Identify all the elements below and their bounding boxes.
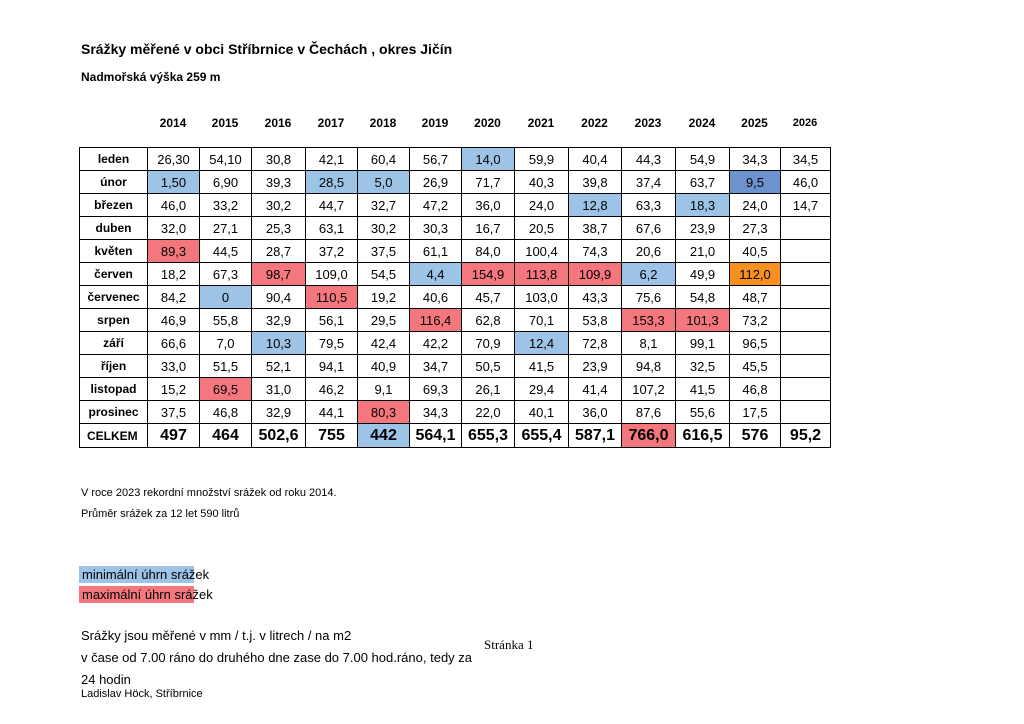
table-row [80,355,831,378]
value-cell: 112,0 [730,263,781,286]
value-cell [781,401,831,424]
total-cell: 766,0 [622,424,676,448]
value-cell: 37,2 [306,240,358,263]
value-cell: 43,3 [569,286,622,309]
year-header-2016: 2016 [264,116,292,130]
value-cell: 66,6 [148,332,200,355]
value-cell: 40,9 [358,355,410,378]
value-cell: 32,9 [252,401,306,424]
value-cell: 23,9 [569,355,622,378]
month-label: listopad [80,378,148,401]
value-cell: 0 [200,286,252,309]
value-cell: 39,8 [569,171,622,194]
value-cell: 52,1 [252,355,306,378]
value-cell: 73,2 [730,309,781,332]
table-row [80,332,831,355]
value-cell: 4,4 [410,263,462,286]
value-cell: 99,1 [676,332,730,355]
value-cell: 75,6 [622,286,676,309]
year-header-2022: 2022 [581,116,608,130]
year-header-2024: 2024 [688,116,716,130]
value-cell: 41,4 [569,378,622,401]
value-cell: 54,8 [676,286,730,309]
table-row [80,378,831,401]
value-cell: 40,5 [730,240,781,263]
value-cell [781,355,831,378]
value-cell: 30,3 [410,217,462,240]
value-cell: 80,3 [358,401,410,424]
value-cell: 40,6 [410,286,462,309]
average-note: Průměr srážek za 12 let 590 litrů [81,508,240,520]
value-cell: 56,1 [306,309,358,332]
table-row [80,171,831,194]
value-cell: 63,3 [622,194,676,217]
value-cell: 44,5 [200,240,252,263]
value-cell [781,217,831,240]
table-row [80,217,831,240]
total-row [80,424,831,448]
value-cell: 116,4 [410,309,462,332]
value-cell: 90,4 [252,286,306,309]
value-cell: 109,9 [569,263,622,286]
value-cell: 26,1 [462,378,515,401]
year-header-2017: 2017 [317,116,345,130]
table-row [80,286,831,309]
value-cell: 109,0 [306,263,358,286]
total-cell: 755 [306,424,358,448]
value-cell: 45,7 [462,286,515,309]
month-label: září [80,332,148,355]
value-cell: 54,5 [358,263,410,286]
value-cell: 32,0 [148,217,200,240]
total-cell: 655,3 [462,424,515,448]
value-cell: 32,5 [676,355,730,378]
value-cell: 15,2 [148,378,200,401]
value-cell: 63,7 [676,171,730,194]
value-cell: 110,5 [306,286,358,309]
month-label: říjen [80,355,148,378]
year-header-2019: 2019 [421,116,449,130]
value-cell: 46,8 [200,401,252,424]
total-cell: 616,5 [676,424,730,448]
value-cell: 54,10 [200,148,252,171]
total-cell: 497 [148,424,200,448]
value-cell: 34,3 [410,401,462,424]
value-cell: 33,0 [148,355,200,378]
value-cell: 6,90 [200,171,252,194]
legend-maximum-label: maximální úhrn srážek [82,587,213,602]
page-number: Stránka 1 [484,637,534,652]
value-cell: 22,0 [462,401,515,424]
value-cell: 10,3 [252,332,306,355]
month-label: březen [80,194,148,217]
value-cell: 30,2 [252,194,306,217]
value-cell: 84,0 [462,240,515,263]
value-cell: 27,3 [730,217,781,240]
value-cell [781,332,831,355]
record-note: V roce 2023 rekordní množství srážek od roku 2014. [81,487,337,499]
value-cell: 67,6 [622,217,676,240]
value-cell: 48,7 [730,286,781,309]
year-header-2021: 2021 [527,116,555,130]
value-cell: 14,7 [781,194,831,217]
value-cell: 46,0 [781,171,831,194]
value-cell: 67,3 [200,263,252,286]
table-row [80,309,831,332]
value-cell: 23,9 [676,217,730,240]
value-cell: 12,8 [569,194,622,217]
table-row [80,240,831,263]
table-row [80,263,831,286]
value-cell: 36,0 [569,401,622,424]
value-cell: 20,5 [515,217,569,240]
value-cell: 40,1 [515,401,569,424]
footer-time-note: v čase od 7.00 ráno do druhého dne zase do 7.00 hod.ráno, tedy za [81,650,473,665]
legend-minimum-label: minimální úhrn srážek [82,567,210,582]
value-cell: 98,7 [252,263,306,286]
value-cell: 26,9 [410,171,462,194]
value-cell: 84,2 [148,286,200,309]
value-cell: 55,8 [200,309,252,332]
value-cell: 96,5 [730,332,781,355]
value-cell: 79,5 [306,332,358,355]
value-cell [781,309,831,332]
value-cell: 32,7 [358,194,410,217]
year-header-2023: 2023 [634,116,662,130]
value-cell: 29,4 [515,378,569,401]
value-cell: 37,5 [358,240,410,263]
value-cell: 34,7 [410,355,462,378]
value-cell: 50,5 [462,355,515,378]
value-cell: 87,6 [622,401,676,424]
value-cell: 41,5 [676,378,730,401]
value-cell: 101,3 [676,309,730,332]
total-cell: 95,2 [781,424,831,448]
value-cell: 6,2 [622,263,676,286]
value-cell: 103,0 [515,286,569,309]
value-cell: 61,1 [410,240,462,263]
month-label: květen [80,240,148,263]
table-row [80,194,831,217]
value-cell: 107,2 [622,378,676,401]
value-cell: 9,5 [730,171,781,194]
value-cell: 100,4 [515,240,569,263]
value-cell: 56,7 [410,148,462,171]
value-cell: 32,9 [252,309,306,332]
value-cell: 49,9 [676,263,730,286]
value-cell: 14,0 [462,148,515,171]
year-header-2015: 2015 [211,116,239,130]
month-label: srpen [80,309,148,332]
value-cell: 21,0 [676,240,730,263]
value-cell: 63,1 [306,217,358,240]
month-label: prosinec [80,401,148,424]
value-cell: 46,8 [730,378,781,401]
value-cell: 41,5 [515,355,569,378]
value-cell: 54,9 [676,148,730,171]
table-row [80,148,831,171]
value-cell: 16,7 [462,217,515,240]
value-cell: 37,4 [622,171,676,194]
value-cell: 40,4 [569,148,622,171]
year-header-2014: 2014 [159,116,187,130]
value-cell: 39,3 [252,171,306,194]
total-cell: 502,6 [252,424,306,448]
value-cell: 31,0 [252,378,306,401]
value-cell: 62,8 [462,309,515,332]
value-cell: 42,1 [306,148,358,171]
footer-units-note: Srážky jsou měřené v mm / t.j. v litrech / na m2 [81,628,352,643]
month-label: duben [80,217,148,240]
total-label: CELKEM [80,424,148,448]
value-cell: 74,3 [569,240,622,263]
value-cell: 94,8 [622,355,676,378]
value-cell: 46,0 [148,194,200,217]
footer-time-note-cont: 24 hodin [81,672,131,687]
value-cell: 42,2 [410,332,462,355]
value-cell: 69,5 [200,378,252,401]
value-cell: 30,8 [252,148,306,171]
value-cell: 44,7 [306,194,358,217]
year-header-2020: 2020 [474,116,501,130]
month-label: červen [80,263,148,286]
value-cell: 40,3 [515,171,569,194]
value-cell: 7,0 [200,332,252,355]
value-cell: 47,2 [410,194,462,217]
value-cell: 51,5 [200,355,252,378]
value-cell: 59,9 [515,148,569,171]
value-cell: 17,5 [730,401,781,424]
value-cell: 5,0 [358,171,410,194]
document-title: Srážky měřené v obci Stříbrnice v Čechách , okres Jičín [81,41,453,57]
value-cell: 153,3 [622,309,676,332]
year-header-2026: 2026 [792,117,818,129]
month-label: únor [80,171,148,194]
value-cell: 46,9 [148,309,200,332]
value-cell: 94,1 [306,355,358,378]
value-cell: 1,50 [148,171,200,194]
month-label: červenec [80,286,148,309]
value-cell: 42,4 [358,332,410,355]
value-cell: 37,5 [148,401,200,424]
value-cell: 46,2 [306,378,358,401]
value-cell: 30,2 [358,217,410,240]
value-cell: 18,2 [148,263,200,286]
value-cell: 71,7 [462,171,515,194]
value-cell: 70,1 [515,309,569,332]
value-cell: 26,30 [148,148,200,171]
year-header-2018: 2018 [369,116,397,130]
value-cell: 70,9 [462,332,515,355]
month-label: leden [80,148,148,171]
year-header-2025: 2025 [741,116,768,130]
value-cell [781,378,831,401]
value-cell: 19,2 [358,286,410,309]
value-cell: 38,7 [569,217,622,240]
value-cell: 89,3 [148,240,200,263]
value-cell: 36,0 [462,194,515,217]
value-cell [781,240,831,263]
value-cell: 34,3 [730,148,781,171]
value-cell: 33,2 [200,194,252,217]
value-cell: 55,6 [676,401,730,424]
value-cell: 60,4 [358,148,410,171]
value-cell: 20,6 [622,240,676,263]
table-row [80,401,831,424]
value-cell: 24,0 [515,194,569,217]
value-cell: 24,0 [730,194,781,217]
total-cell: 655,4 [515,424,569,448]
total-cell: 587,1 [569,424,622,448]
value-cell [781,263,831,286]
value-cell: 9,1 [358,378,410,401]
value-cell: 34,5 [781,148,831,171]
value-cell: 44,1 [306,401,358,424]
value-cell: 25,3 [252,217,306,240]
value-cell: 53,8 [569,309,622,332]
value-cell: 72,8 [569,332,622,355]
value-cell: 45,5 [730,355,781,378]
value-cell: 44,3 [622,148,676,171]
document-subtitle: Nadmořská výška 259 m [81,70,221,84]
value-cell: 28,7 [252,240,306,263]
value-cell: 18,3 [676,194,730,217]
value-cell: 154,9 [462,263,515,286]
value-cell: 27,1 [200,217,252,240]
total-cell: 564,1 [410,424,462,448]
value-cell: 29,5 [358,309,410,332]
rainfall-table [79,147,831,448]
total-cell: 442 [358,424,410,448]
total-cell: 576 [730,424,781,448]
value-cell: 8,1 [622,332,676,355]
value-cell: 28,5 [306,171,358,194]
value-cell [781,286,831,309]
footer-author: Ladislav Höck, Stříbrnice [81,688,203,700]
value-cell: 12,4 [515,332,569,355]
total-cell: 464 [200,424,252,448]
value-cell: 113,8 [515,263,569,286]
value-cell: 69,3 [410,378,462,401]
